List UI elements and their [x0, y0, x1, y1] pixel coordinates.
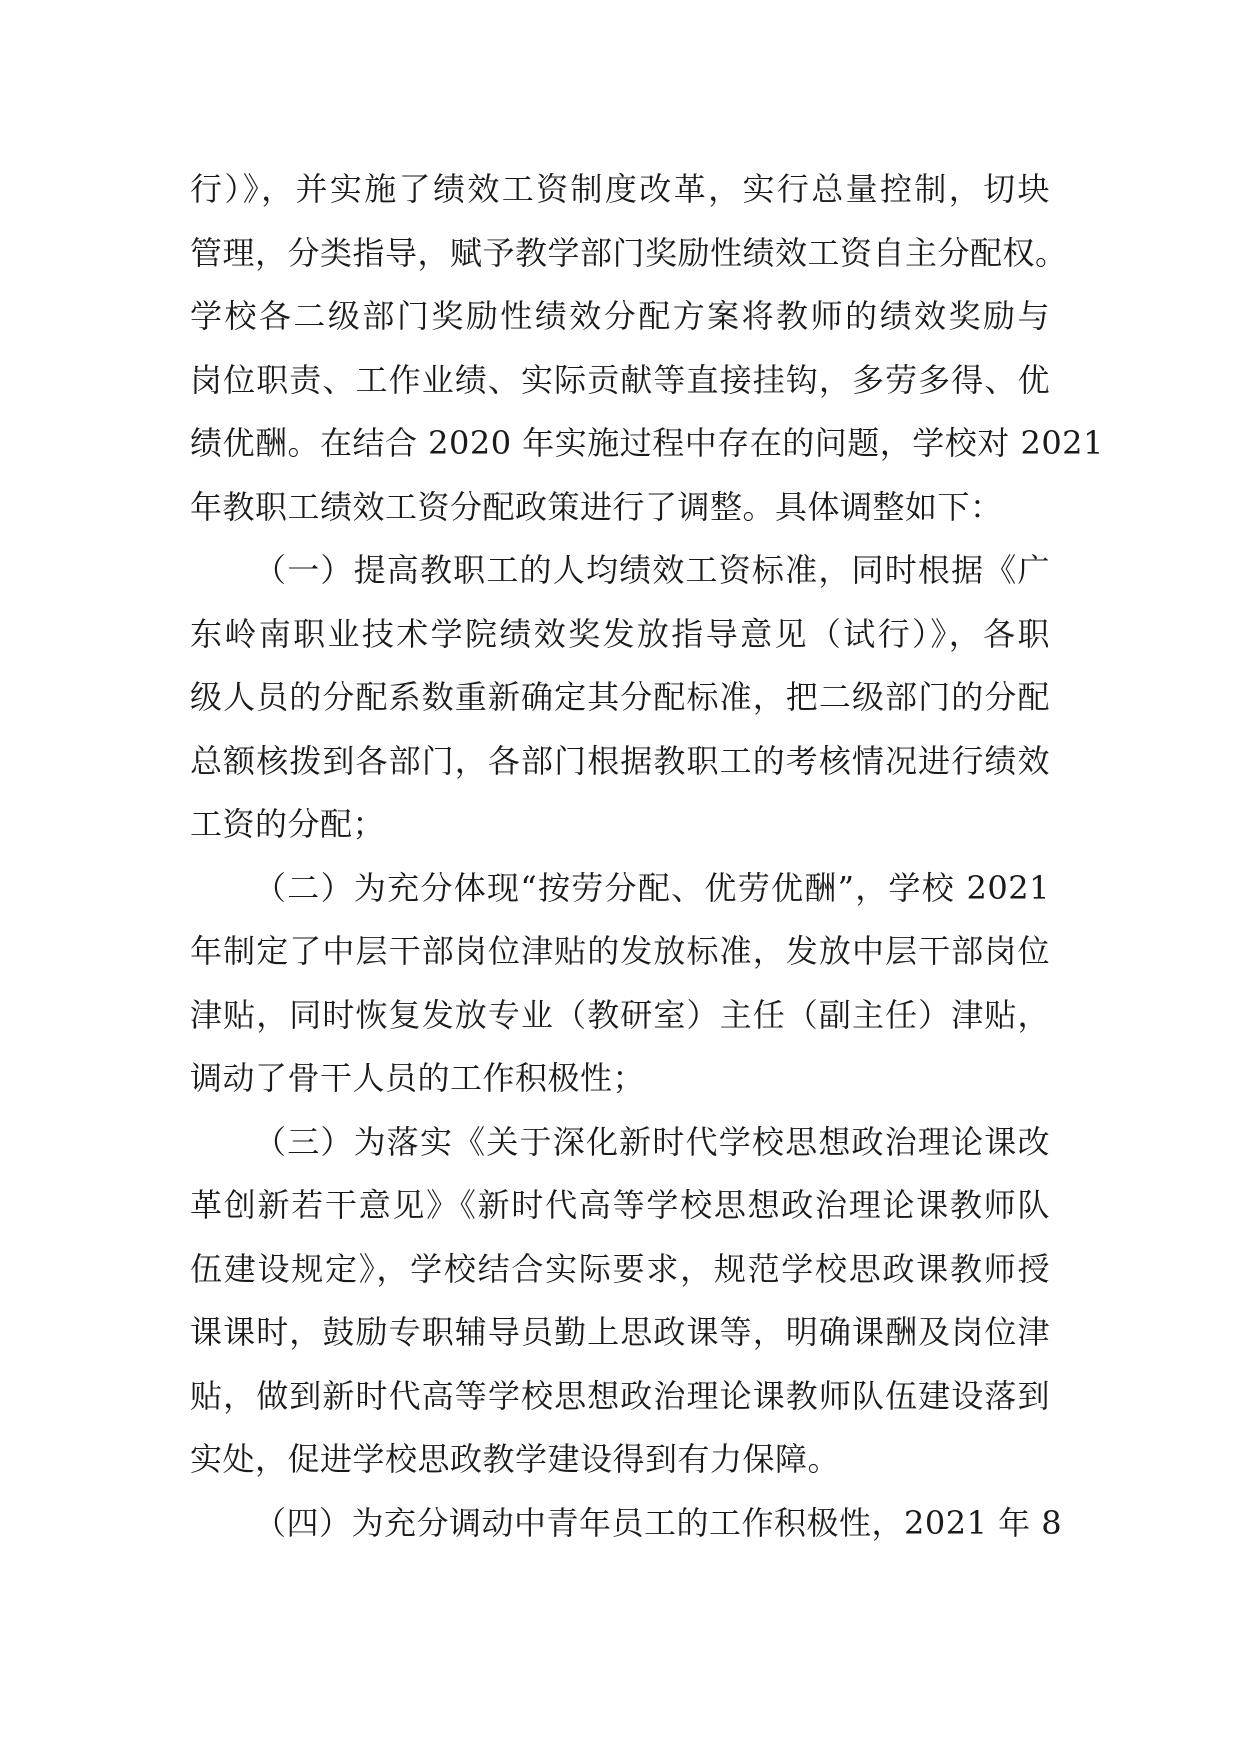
- paragraph-4-line-3: 伍建设规定》，学校结合实际要求，规范学校思政课教师授: [190, 1249, 1050, 1288]
- paragraph-4-line-4: 课课时，鼓励专职辅导员勤上思政课等，明确课酬及岗位津: [190, 1313, 1050, 1351]
- paragraph-2-line-4: 总额核拨到各部门，各部门根据教职工的考核情况进行绩效: [190, 741, 1050, 780]
- paragraph-1-line-5: 绩优酬。在结合 2020 年实施过程中存在的问题，学校对 2021: [190, 424, 1104, 462]
- paragraph-2-line-3: 级人员的分配系数重新确定其分配标准，把二级部门的分配: [190, 678, 1050, 716]
- paragraph-2-line-2: 东岭南职业技术学院绩效奖发放指导意见（试行）》，各职: [190, 614, 1050, 653]
- paragraph-1-line-4: 岗位职责、工作业绩、实际贡献等直接挂钩，多劳多得、优: [190, 360, 1050, 399]
- paragraph-1-line-3: 学校各二级部门奖励性绩效分配方案将教师的绩效奖励与: [190, 297, 1050, 335]
- paragraph-1-line-1: 行）》，并实施了绩效工资制度改革，实行总量控制，切块: [190, 170, 1050, 208]
- paragraph-4-line-5: 贴，做到新时代高等学校思想政治理论课教师队伍建设落到: [190, 1376, 1050, 1415]
- body-text: [190, 158, 1104, 1555]
- paragraph-4-line-2: 革创新若干意见》《新时代高等学校思想政治理论课教师队: [190, 1186, 1050, 1224]
- paragraph-1-line-2: 管理，分类指导，赋予教学部门奖励性绩效工资自主分配权。: [190, 233, 1068, 272]
- paragraph-4-line-1: （三）为落实《关于深化新时代学校思想政治理论课改: [254, 1122, 1050, 1161]
- paragraph-2-line-1: （一）提高教职工的人均绩效工资标准，同时根据《广: [254, 551, 1050, 589]
- paragraph-2-line-5: 工资的分配；: [190, 805, 386, 843]
- paragraph-1-line-6: 年教职工绩效工资分配政策进行了调整。具体调整如下：: [190, 487, 1003, 526]
- paragraph-3-line-2: 年制定了中层干部岗位津贴的发放标准，发放中层干部岗位: [190, 932, 1050, 970]
- paragraph-3-line-4: 调动了骨干人员的工作积极性；: [190, 1059, 646, 1097]
- paragraph-3-line-1: （二）为充分体现“按劳分配、优劳优酬”，学校 2021: [254, 868, 1050, 907]
- paragraph-4-line-6: 实处，促进学校思政教学建设得到有力保障。: [190, 1440, 841, 1478]
- paragraph-3-line-3: 津贴，同时恢复发放专业（教研室）主任（副主任）津贴，: [190, 995, 1050, 1034]
- paragraph-5-line-1: （四）为充分调动中青年员工的工作积极性，2021 年 8: [254, 1503, 1063, 1542]
